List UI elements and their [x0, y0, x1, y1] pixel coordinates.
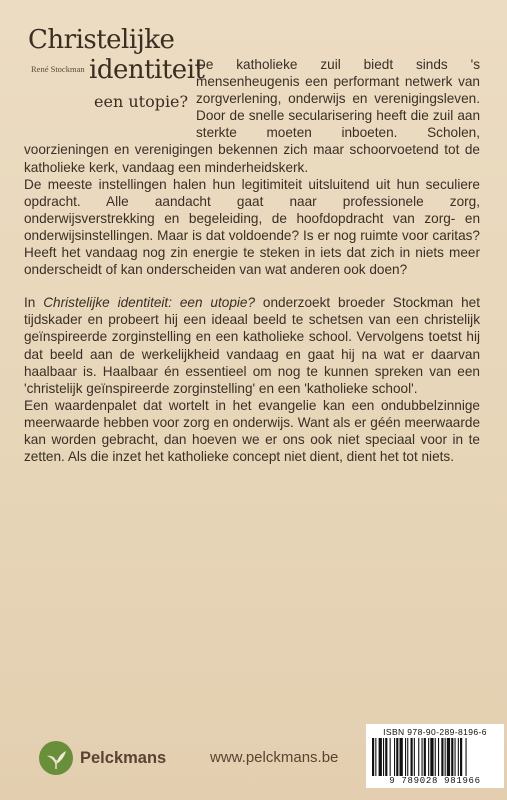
subtitle-een-utopie: een utopie?	[94, 92, 189, 111]
blurb-paragraph-2: De meeste instellingen halen hun legitimiteit uitsluitend uit hun seculiere opdracht. Alle aandacht gaat naar professionele zorg, onderwijsverstrekking en begeleiding, de hoofdopdracht van zorg- en onderwijsinstellingen. Maar is dat voldoende? Is er nog ruimte voor caritas? Heeft het vandaag nog zin energie te steken in iets dat zich in niets meer onderscheidt of kan onderscheiden van wat anderen ook doen?	[24, 176, 480, 278]
p3-rest: onderzoekt broeder Stockman het tijdskader en probeert hij een ideaal beeld te schetsen van een christelijk geïnspireerde zorginstelling en een katholieke school. Vervolgens toetst hij dat beeld aan de werkelijkheid vandaag en gaat hij na wat er daarvan haalbaar is. Haalbaar én essentieel om nog te kunnen spreken van een 'christelijk geïnspireerde zorginstelling' en een 'katholieke school'.	[24, 295, 480, 396]
barcode-digits: 9 789028 981966	[389, 776, 481, 786]
title-line-identiteit: identiteit	[89, 55, 205, 85]
barcode-bars	[372, 738, 498, 776]
publisher-name: Pelckmans	[80, 749, 167, 767]
title-line-christelijke: Christelijke	[28, 25, 175, 55]
leaf-logo-icon	[38, 740, 74, 776]
publisher-url: www.pelckmans.be	[210, 749, 339, 766]
blurb-paragraph-3	[24, 294, 480, 397]
book-title-italic: Christelijke identiteit: een utopie?	[43, 295, 256, 311]
isbn-barcode	[366, 724, 504, 788]
p3-prefix: In	[24, 295, 44, 311]
author-name: René Stockman	[31, 64, 85, 74]
blurb-paragraph-1: De katholieke zuil biedt sinds 's mensenheugenis een performant netwerk van zorgverlening, onderwijs en verenigingsleven. Door de snelle secularisering heeft die zuil aan sterkte moeten inboeten. Scholen, voorzieningen en verenigingen bekennen zich maar schoorvoetend tot de katholieke kerk, vandaag een minderheidskerk.	[24, 57, 480, 175]
blurb-paragraph-4: Een waardenpalet dat wortelt in het evangelie kan een ondubbelzinnige meerwaarde hebben voor zorg en onderwijs. Want als er géén meerwaarde kan worden gebracht, dan hoeven we er ons ook niet speciaal voor in te zetten. Als die inzet het katholieke concept niet dient, dient het tot niets.	[24, 397, 480, 465]
blurb-text	[24, 56, 480, 465]
isbn-label: ISBN 978-90-289-8196-6	[383, 727, 487, 737]
